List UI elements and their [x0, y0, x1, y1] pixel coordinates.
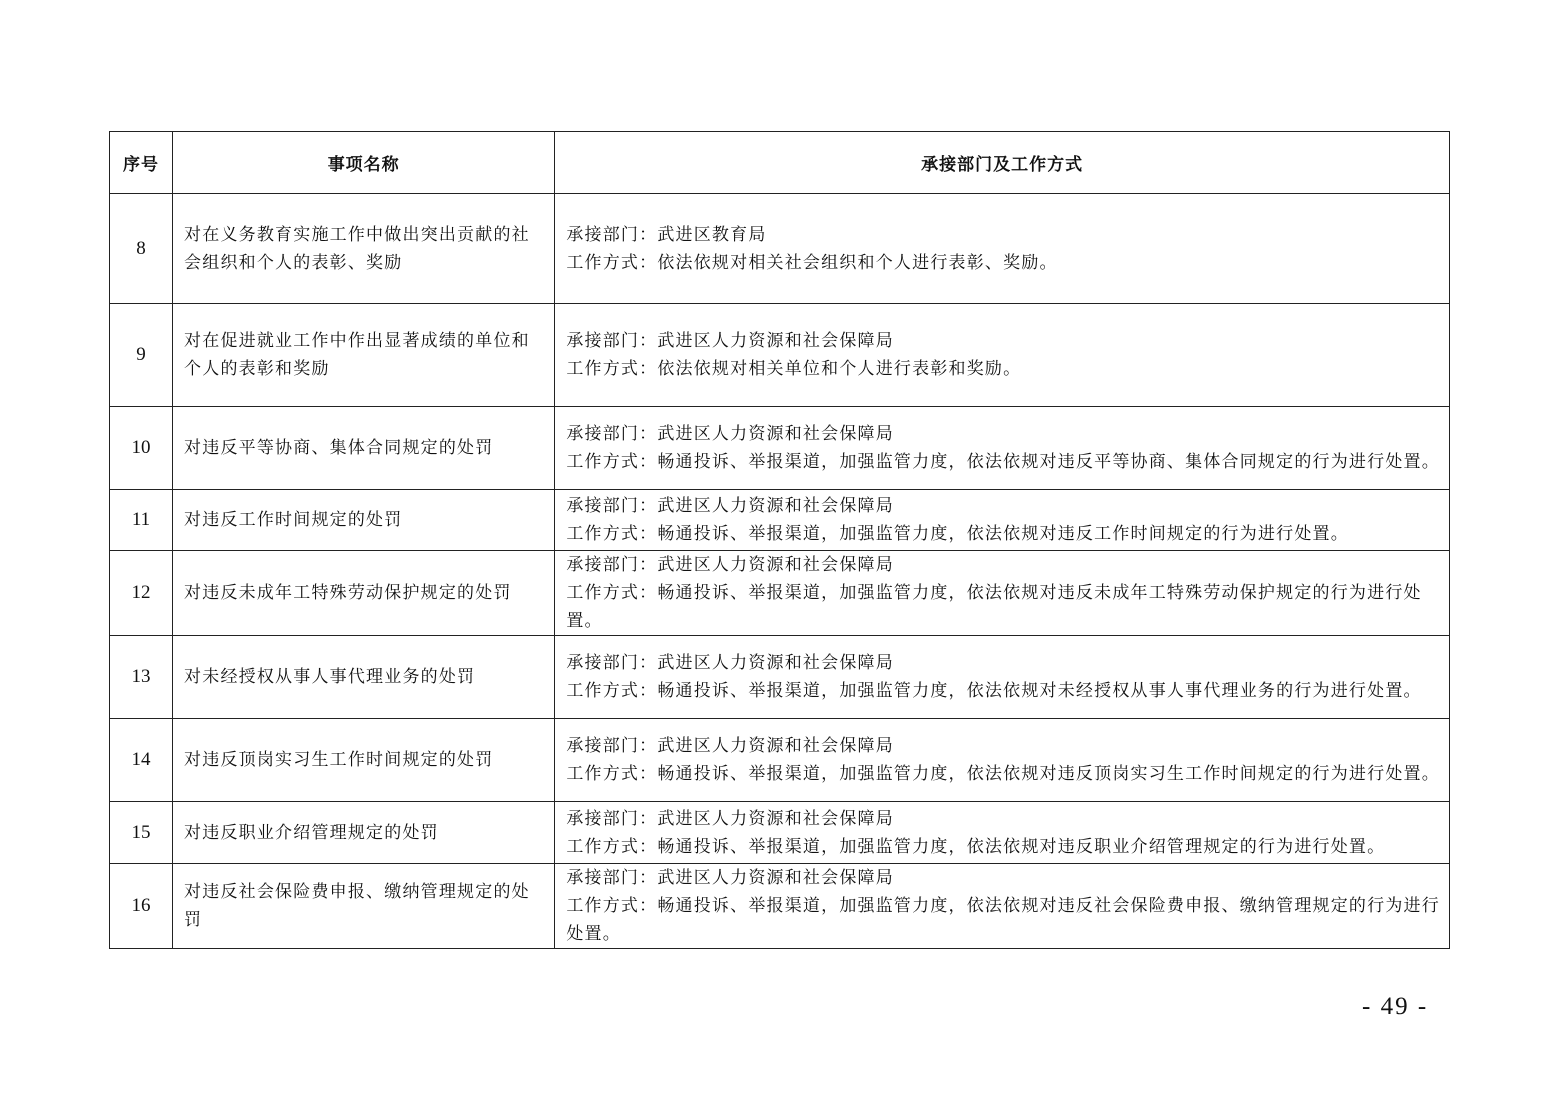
items-table	[109, 131, 1450, 949]
row-department-method	[555, 802, 1450, 864]
department-line: 承接部门：武进区人力资源和社会保障局	[566, 653, 894, 673]
row-serial-number: 9	[110, 304, 173, 407]
row-serial-number: 11	[110, 490, 173, 551]
row-item-name: 对违反平等协商、集体合同规定的处罚	[173, 407, 555, 490]
page-number: - 49 -	[1362, 993, 1429, 1020]
row-item-name: 对违反社会保险费申报、缴纳管理规定的处罚	[173, 864, 555, 949]
row-serial-number: 10	[110, 407, 173, 490]
department-line: 承接部门：武进区人力资源和社会保障局	[566, 424, 894, 444]
row-item-name: 对违反未成年工特殊劳动保护规定的处罚	[173, 551, 555, 636]
method-line: 工作方式：依法依规对相关单位和个人进行表彰和奖励。	[566, 359, 1022, 379]
table-row	[110, 194, 1450, 304]
row-department-method	[555, 636, 1450, 719]
table-row	[110, 490, 1450, 551]
table-row	[110, 304, 1450, 407]
row-serial-number: 14	[110, 719, 173, 802]
row-item-name: 对未经授权从事人事代理业务的处罚	[173, 636, 555, 719]
method-line: 工作方式：畅通投诉、举报渠道，加强监管力度，依法依规对违反职业介绍管理规定的行为进行处置。	[566, 836, 1386, 857]
method-line: 工作方式：畅通投诉、举报渠道，加强监管力度，依法依规对违反顶岗实习生工作时间规定的行为进行处置。	[566, 764, 1440, 784]
table-row	[110, 551, 1450, 636]
row-department-method	[555, 490, 1450, 551]
row-department-method	[555, 304, 1450, 407]
department-line: 承接部门：武进区人力资源和社会保障局	[566, 331, 894, 351]
row-serial-number: 15	[110, 802, 173, 864]
department-line: 承接部门：武进区人力资源和社会保障局	[566, 496, 894, 516]
row-item-name: 对违反顶岗实习生工作时间规定的处罚	[173, 719, 555, 802]
method-line: 工作方式：依法依规对相关社会组织和个人进行表彰、奖励。	[566, 252, 1058, 273]
row-serial-number: 13	[110, 636, 173, 719]
row-item-name: 对违反职业介绍管理规定的处罚	[173, 802, 555, 864]
row-department-method	[555, 407, 1450, 490]
header-department-method: 承接部门及工作方式	[555, 132, 1450, 194]
department-line: 承接部门：武进区人力资源和社会保障局	[566, 555, 894, 575]
department-line: 承接部门：武进区人力资源和社会保障局	[566, 868, 894, 888]
row-item-name: 对违反工作时间规定的处罚	[173, 490, 555, 551]
table-header-row	[110, 132, 1450, 194]
department-line: 承接部门：武进区教育局	[566, 224, 767, 245]
row-department-method	[555, 864, 1450, 949]
row-serial-number: 8	[110, 194, 173, 304]
row-serial-number: 16	[110, 864, 173, 949]
table-row	[110, 407, 1450, 490]
method-line: 工作方式：畅通投诉、举报渠道，加强监管力度，依法依规对违反工作时间规定的行为进行处置。	[566, 524, 1349, 544]
department-line: 承接部门：武进区人力资源和社会保障局	[566, 736, 894, 756]
row-department-method	[555, 194, 1450, 304]
department-line: 承接部门：武进区人力资源和社会保障局	[566, 808, 894, 829]
method-line: 工作方式：畅通投诉、举报渠道，加强监管力度，依法依规对违反平等协商、集体合同规定的行为进行处置。	[566, 452, 1440, 472]
table-row	[110, 636, 1450, 719]
header-serial-number: 序号	[110, 132, 173, 194]
method-line: 工作方式：畅通投诉、举报渠道，加强监管力度，依法依规对违反未成年工特殊劳动保护规定的行为进行处置。	[566, 583, 1422, 631]
header-item-name: 事项名称	[173, 132, 555, 194]
row-item-name: 对在促进就业工作中作出显著成绩的单位和个人的表彰和奖励	[173, 304, 555, 407]
method-line: 工作方式：畅通投诉、举报渠道，加强监管力度，依法依规对未经授权从事人事代理业务的行为进行处置。	[566, 681, 1422, 701]
row-serial-number: 12	[110, 551, 173, 636]
row-department-method	[555, 719, 1450, 802]
table-row	[110, 802, 1450, 864]
row-department-method	[555, 551, 1450, 636]
table-row	[110, 719, 1450, 802]
row-item-name: 对在义务教育实施工作中做出突出贡献的社会组织和个人的表彰、奖励	[173, 194, 555, 304]
method-line: 工作方式：畅通投诉、举报渠道，加强监管力度，依法依规对违反社会保险费申报、缴纳管理规定的行为进行处置。	[566, 896, 1440, 944]
table-row	[110, 864, 1450, 949]
